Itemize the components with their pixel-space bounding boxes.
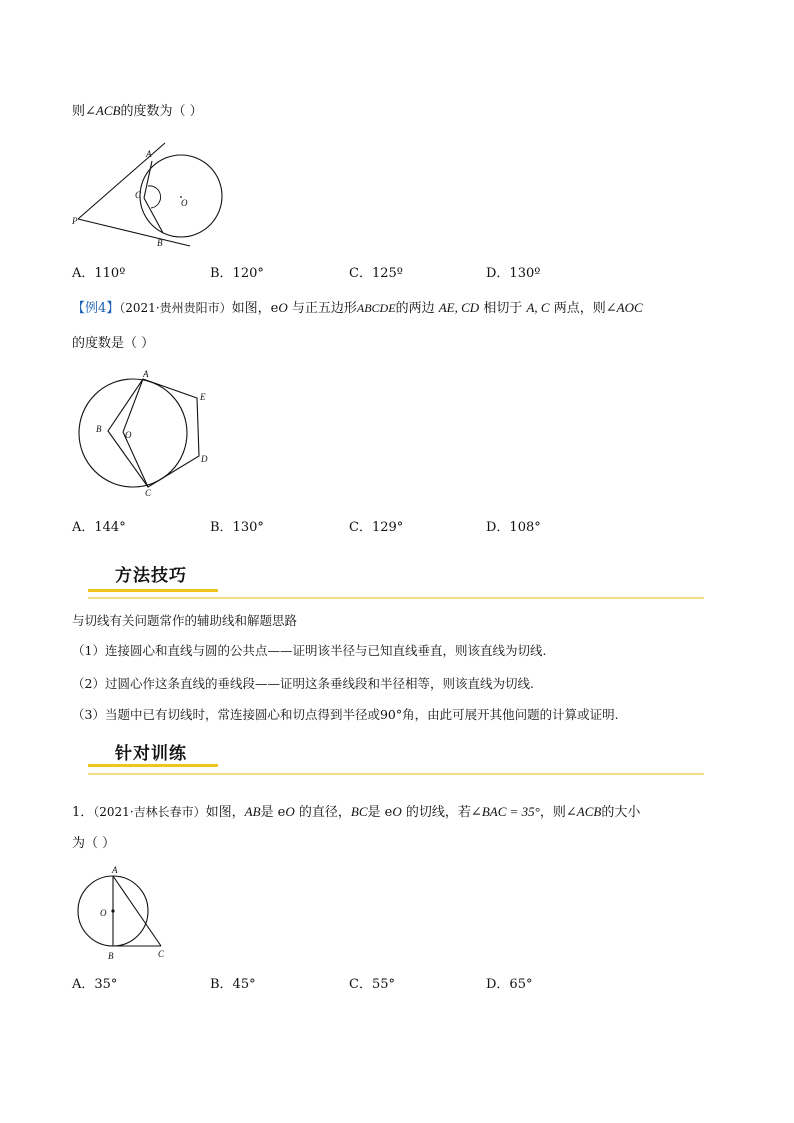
- stem-var: AE, CD: [438, 300, 480, 315]
- segment-ac: [144, 161, 152, 198]
- segment-oc: [123, 432, 148, 487]
- segment-ao: [123, 379, 143, 432]
- stem-given: ∠BAC = 35°: [470, 804, 540, 819]
- stem-var: A, C: [526, 300, 550, 315]
- label-o: O: [181, 198, 188, 208]
- stem-angle: ∠ACB: [565, 804, 602, 819]
- option-d[interactable]: D．130º: [486, 266, 541, 281]
- training-q1-stem-line1: [72, 803, 640, 822]
- stem-text: 的度数为（ ）: [120, 104, 203, 119]
- center-dot: [111, 909, 114, 912]
- label-c: C: [158, 949, 165, 959]
- label-a: A: [146, 149, 152, 159]
- stem-text: 是 e: [260, 805, 286, 820]
- option-b[interactable]: B．120°: [210, 266, 264, 281]
- option-c[interactable]: C．125º: [349, 266, 403, 281]
- label-c: C: [145, 488, 152, 498]
- stem-angle: ∠ACB: [85, 103, 121, 118]
- stem-var: BC: [350, 804, 368, 819]
- stem-text: 与正五边形: [291, 301, 357, 316]
- stem-text: 的直径，: [298, 805, 351, 820]
- stem-angle: ∠AOC: [605, 300, 643, 315]
- methods-item: （2）过圆心作这条直线的垂线段——证明这条垂线段和半径相等，则该直线为切线.: [72, 676, 534, 691]
- training-divider: [88, 773, 704, 775]
- stem-var: O: [278, 300, 288, 315]
- stem-var: O: [285, 804, 295, 819]
- stem-text: ，则: [539, 805, 566, 820]
- stem-text: 如图，: [205, 805, 245, 820]
- angle-arc: [148, 186, 161, 208]
- label-b: B: [157, 238, 163, 248]
- segment-cb: [144, 198, 163, 233]
- example4-stem-line1: [72, 299, 643, 318]
- methods-title-underline: [88, 589, 218, 592]
- methods-item: （1）连接圆心和直线与圆的公共点——证明该半径与已知直线垂直，则该直线为切线.: [72, 643, 547, 658]
- stem-text: 相切于: [483, 301, 523, 316]
- training-title-underline: [88, 764, 218, 767]
- tangent-figure: [68, 140, 233, 255]
- option-c[interactable]: C．129°: [349, 520, 404, 535]
- option-b[interactable]: B．130°: [210, 520, 264, 535]
- methods-item: （3）当题中已有切线时，常连接圆心和切点得到半径或90°角，由此可展开其他问题的计算或证明.: [72, 707, 619, 722]
- stem-var: AB: [244, 804, 261, 819]
- stem-text: 的大小: [601, 805, 641, 820]
- stem-var: ABCDE: [356, 301, 396, 315]
- option-d[interactable]: D．65°: [486, 977, 533, 992]
- label-d: D: [201, 454, 208, 464]
- circle-o: [140, 155, 222, 237]
- label-b: B: [96, 424, 102, 434]
- pentagon-abcde: [108, 379, 199, 487]
- stem-text: 是 e: [367, 805, 393, 820]
- diameter-figure: [72, 860, 182, 965]
- stem-text: 则: [72, 104, 86, 119]
- option-b[interactable]: B．45°: [210, 977, 256, 992]
- label-o: O: [100, 908, 107, 918]
- label-b: B: [108, 951, 114, 961]
- question-number: 1．: [72, 805, 94, 820]
- pentagon-figure: [72, 365, 222, 500]
- methods-divider: [88, 597, 704, 599]
- methods-intro: 与切线有关问题常作的辅助线和解题思路: [72, 613, 298, 628]
- label-o: O: [125, 430, 132, 440]
- prev-question-stem: [72, 102, 203, 121]
- option-a[interactable]: A．110º: [72, 266, 126, 281]
- question-source: （2021·吉林长春市）: [93, 805, 206, 819]
- option-a[interactable]: A．144°: [72, 520, 126, 535]
- label-a: A: [143, 369, 149, 379]
- stem-text: 两点，则: [553, 301, 606, 316]
- label-c: C: [135, 190, 142, 200]
- stem-text: 的两边: [395, 301, 435, 316]
- stem-text: 如图，e: [231, 301, 279, 316]
- option-c[interactable]: C．55°: [349, 977, 395, 992]
- training-q1-stem-line2: 为（ ）: [72, 836, 116, 851]
- stem-text: 的切线，若: [405, 805, 471, 820]
- example4-stem-line2: 的度数是（ ）: [72, 336, 155, 351]
- segment-ac: [113, 876, 161, 946]
- example-tag: 【例4】: [72, 301, 120, 316]
- example-source: （2021·贵州贵阳市）: [119, 301, 232, 315]
- stem-var: O: [392, 804, 402, 819]
- option-d[interactable]: D．108°: [486, 520, 541, 535]
- label-a: A: [112, 865, 118, 875]
- training-title: 针对训练: [115, 744, 187, 764]
- methods-title: 方法技巧: [115, 566, 187, 586]
- tangent-pb: [78, 219, 190, 246]
- label-e: E: [200, 392, 206, 402]
- label-p: P: [72, 216, 78, 226]
- option-a[interactable]: A．35°: [72, 977, 118, 992]
